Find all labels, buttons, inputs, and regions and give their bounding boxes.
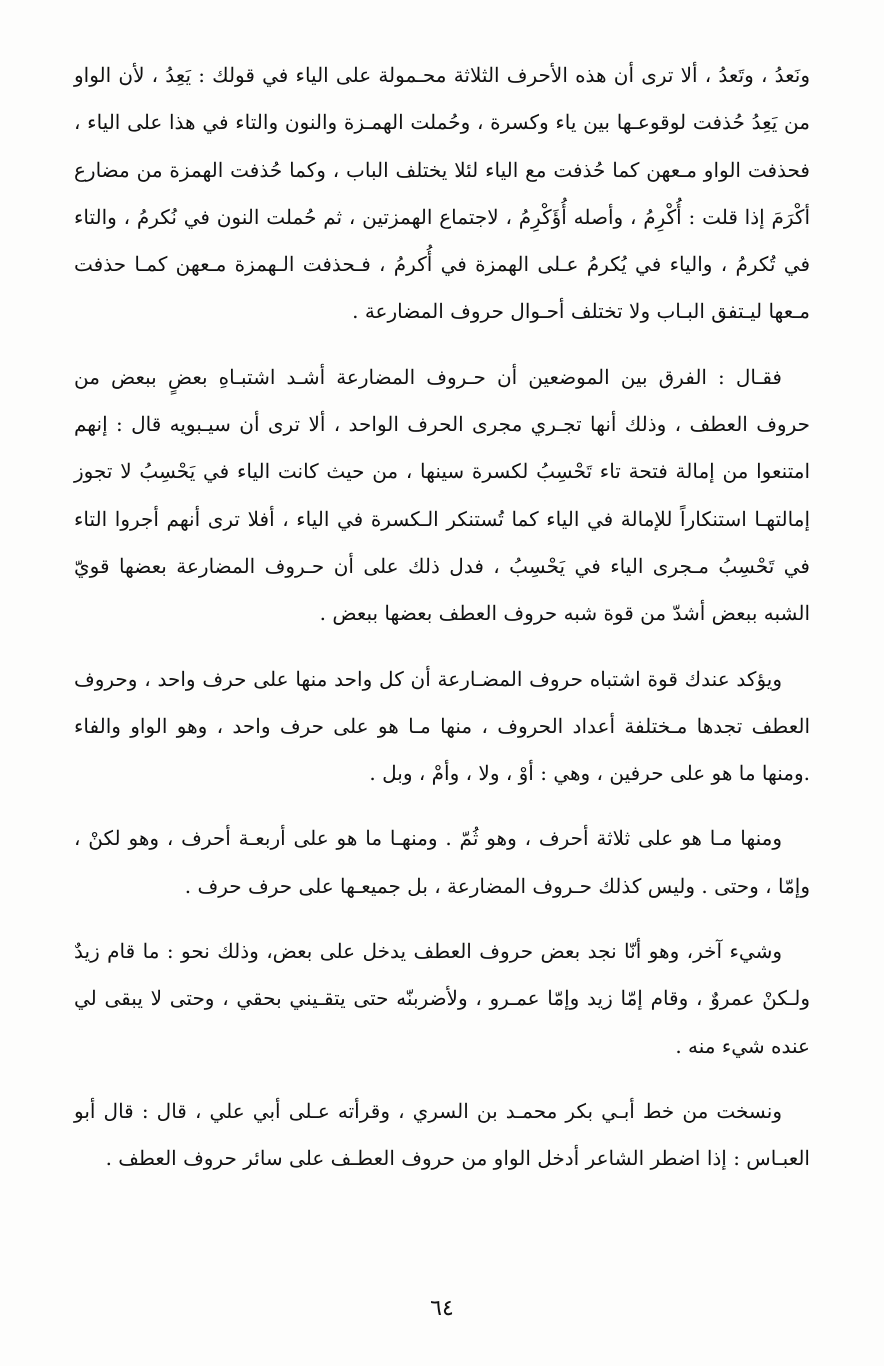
paragraph-4: ومنها مـا هو على ثلاثة أحرف ، وهو ثُمّ . ومنهـا ما هو على أربعـة أحرف ، وهو لكنْ ، وإمّا ، وحتى . وليس كذلك حـروف المضارعة ، بل جميعـها على حرف حرف . [74,826,810,898]
paragraph-6: ونسخت من خط أبـي بكر محمـد بن السري ، وقرأته عـلى أبي علي ، قال : قال أبو العبـاس : إذا اضطر الشاعر أدخل الواو من حروف العطـف على سائر حروف العطف . [74,1098,810,1171]
paragraph-2: فقـال : الفرق بين الموضعين أن حـروف المضارعة أشـد اشتبـاهِ بعضٍ ببعض من حروف العطف ، وذلك أنها تجـري مجرى الحرف الواحد ، ألا ترى أن سيـبويه قال : إنهم امتنعوا من إمالة فتحة تاء تَحْسِبُ لكسرة سينها ، من حيث كانت الياء في يَحْسِبُ لا تجوز إمالتهـا استنكاراً للإمالة في الياء كما تُستنكر الـكسرة في الياء ، أفلا ترى أنهم أجروا التاء في تَحْسِبُ مـجرى الياء في يَحْسِبُ ، فدل ذلك على أن حـروف المضارعة بعضها قويّ الشبه ببعض أشدّ من قوة شبه حروف العطف بعضها ببعض . [74,364,810,626]
paragraph-3: ويؤكد عندك قوة اشتباه حروف المضـارعة أن كل واحد منها على حرف واحد ، وحروف العطف تجدها مـختلفة أعداد الحروف ، منها مـا هو على حرف واحد ، وهو الواو والفاء .ومنها ما هو على حرفين ، وهي : أوْ ، ولا ، وأمْ ، وبل . [74,666,810,786]
paragraph-1: ونَعدُ ، وتَعدُ ، ألا ترى أن هذه الأحرف الثلاثة محـمولة على الياء في قولك : يَعِدُ ، لأن الواو من يَعِدُ حُذفت لوقوعـها بين ياء وكسرة ، وحُملت الهمـزة والنون والتاء في هذا على الياء ، فحذفت الواو مـعهن كما حُذفت مع الياء لئلا يختلف الباب ، وكما حُذفت الهمزة من مضارع أكْرَمَ إذا قلت : أُكْرِمُ ، وأصله أُؤَكْرِمُ ، لاجتماع الهمزتين ، ثم حُملت النون في نُكرمُ ، والتاء في تُكرمُ ، والياء في يُكرمُ عـلى الهمزة في أُكرمُ ، فـحذفت الـهمزة مـعهن كمـا حذفت مـعها ليـتفق البـاب ولا تختلف أحـوال حروف المضارعة . [74,63,810,324]
paragraph-5: وشيء آخر، وهو أنّا نجد بعض حروف العطف يدخل على بعض، وذلك نحو : ما قام زيدٌ ولـكنْ عمروٌ ، وقام إمّا زيد وإمّا عمـرو ، ولأضربنّه حتى يتقـيني بحقي ، وحتى لا يبقى لي عنده شيء منه . [74,939,810,1058]
page-body-text [74,52,810,1201]
page-number: ٦٤ [430,1296,454,1321]
